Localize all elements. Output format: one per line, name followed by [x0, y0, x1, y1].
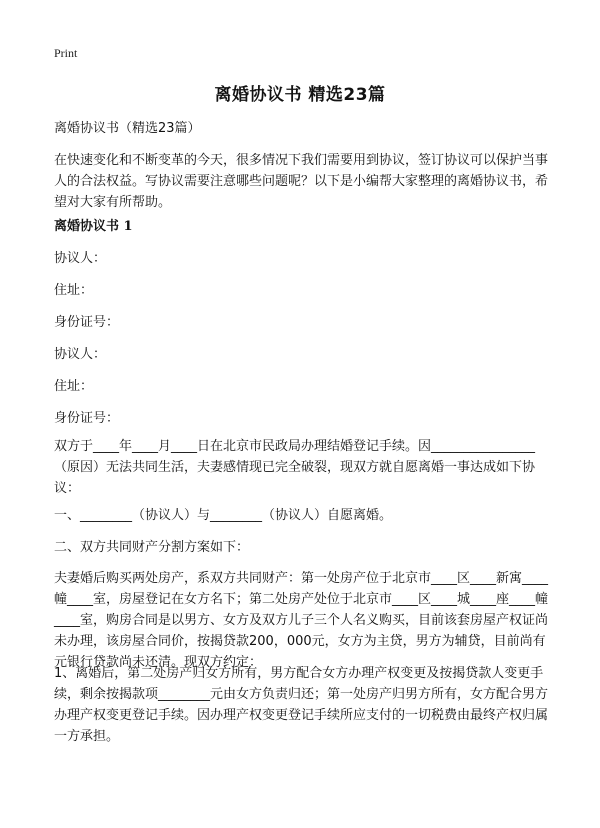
clause-one: 一、________（协议人）与________（协议人）自愿离婚。 [54, 508, 393, 523]
subtitle-paragraph: 离婚协议书（精选23篇） [54, 121, 201, 136]
clause-two: 二、双方共同财产分割方案如下： [54, 540, 250, 555]
property-clause-one: 1、离婚后，第二处房产归女方所有，男方配合女方办理产权变更及按揭贷款人变更手续，剩余按揭款项________元由女方负责归还；第一处房产归男方所有，女方配合男方办理产权变更登记手续。因办理产权变更登记手续所应支付的一切税费由最终产权归属一方承担。 [54, 666, 549, 744]
marriage-paragraph: 双方于____年____月____日在北京市民政局办理结婚登记手续。因________________（原因）无法共同生活，夫妻感情现已完全破裂，现双方就自愿离婚一事达成如下协议： [54, 439, 536, 496]
party-label: 协议人： [54, 251, 107, 266]
print-label[interactable]: Print [54, 46, 78, 60]
party-label: 协议人： [54, 347, 107, 362]
id-number-label: 身份证号： [54, 315, 120, 330]
id-number-label: 身份证号： [54, 411, 120, 426]
intro-paragraph: 在快速变化和不断变革的今天，很多情况下我们需要用到协议，签订协议可以保护当事人的合法权益。写协议需要注意哪些问题呢？以下是小编帮大家整理的离婚协议书，希望对大家有所帮助。 [54, 153, 549, 210]
section-heading: 离婚协议书 1 [54, 219, 133, 234]
document-title: 离婚协议书 精选23篇 [214, 85, 386, 105]
address-label: 住址： [54, 283, 94, 298]
address-label: 住址： [54, 379, 94, 394]
property-paragraph: 夫妻婚后购买两处房产，系双方共同财产：第一处房产位于北京市____区____新寓____幢____室，房屋登记在女方名下；第二处房产处位于北京市____区____城____座____幢____室，购房合同是以男方、女方及双方儿子三个人名义购买，目前该套房屋产权证尚未办理，该房屋合同价，按揭贷款200，000元，女方为主贷，男方为辅贷，目前尚有元银行贷款尚未还清。现双方约定： [54, 571, 549, 670]
